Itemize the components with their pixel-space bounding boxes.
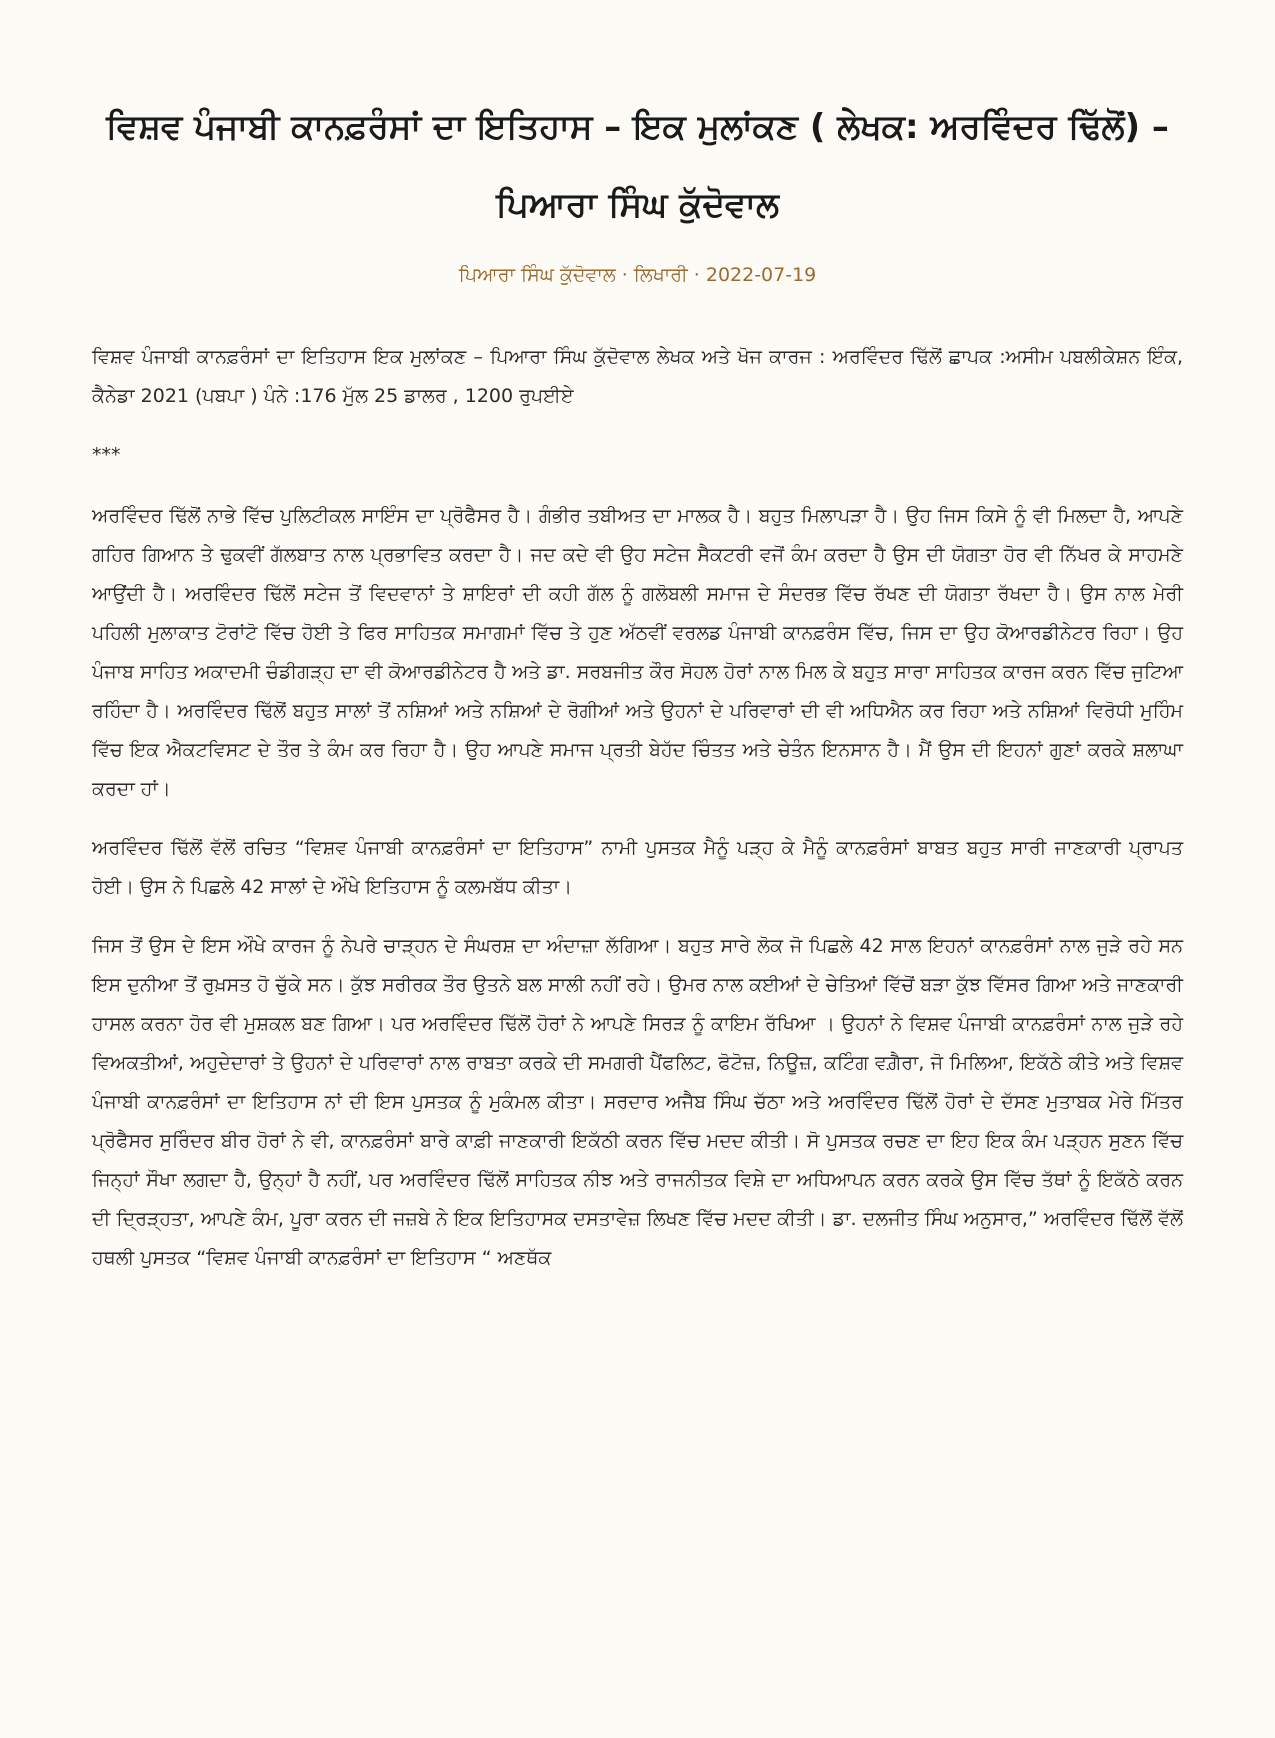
article-title: ਵਿਸ਼ਵ ਪੰਜਾਬੀ ਕਾਨਫ਼ਰੰਸਾਂ ਦਾ ਇਤਿਹਾਸ – ਇਕ ਮੁਲਾਂਕਣ ( ਲੇਖਕ: ਅਰਵਿੰਦਰ ਢਿੱਲੋਂ) – ਪਿਆਰਾ ਸਿੰਘ ਕੁੱਦੋਵਾਲ (106, 107, 1169, 225)
body-paragraph-3: ਜਿਸ ਤੋਂ ਉਸ ਦੇ ਇਸ ਔਖੇ ਕਾਰਜ ਨੂੰ ਨੇਪਰੇ ਚਾੜ੍ਹਨ ਦੇ ਸੰਘਰਸ਼ ਦਾ ਅੰਦਾਜ਼ਾ ਲੱਗਿਆ। ਬਹੁਤ ਸਾਰੇ ਲੋਕ ਜੋ ਪਿਛਲੇ 42 ਸਾਲ ਇਹਨਾਂ ਕਾਨਫ਼ਰੰਸਾਂ ਨਾਲ ਜੁੜੇ ਰਹੇ ਸਨ ਇਸ ਦੁਨੀਆ ਤੋਂ ਰੁਖ਼ਸਤ ਹੋ ਚੁੱਕੇ ਸਨ। ਕੁੱਝ ਸਰੀਰਕ ਤੌਰ ਉਤਨੇ ਬਲ ਸਾਲੀ ਨਹੀਂ ਰਹੇ। ਉਮਰ ਨਾਲ ਕਈਆਂ ਦੇ ਚੇਤਿਆਂ ਵਿੱਚੋਂ ਬੜਾ ਕੁੱਝ ਵਿੱਸਰ ਗਿਆ ਅਤੇ ਜਾਣਕਾਰੀ ਹਾਸਲ ਕਰਨਾ ਹੋਰ ਵੀ ਮੁਸ਼ਕਲ ਬਣ ਗਿਆ। ਪਰ ਅਰਵਿੰਦਰ ਢਿੱਲੋਂ ਹੋਰਾਂ ਨੇ ਆਪਣੇ ਸਿਰੜ ਨੂੰ ਕਾਇਮ ਰੱਖਿਆ । ਉਹਨਾਂ ਨੇ ਵਿਸ਼ਵ ਪੰਜਾਬੀ ਕਾਨਫ਼ਰੰਸਾਂ ਨਾਲ ਜੁੜੇ ਰਹੇ ਵਿਅਕਤੀਆਂ, ਅਹੁਦੇਦਾਰਾਂ ਤੇ ਉਹਨਾਂ ਦੇ ਪਰਿਵਾਰਾਂ ਨਾਲ ਰਾਬਤਾ ਕਰਕੇ ਦੀ ਸਮਗਰੀ ਪੈਂਫਲਿਟ, ਫੋਟੋਜ਼, ਨਿਊਜ਼, ਕਟਿੰਗ ਵਗ਼ੈਰਾ, ਜੋ ਮਿਲਿਆ, ਇਕੱਠੇ ਕੀਤੇ ਅਤੇ ਵਿਸ਼ਵ ਪੰਜਾਬੀ ਕਾਨਫ਼ਰੰਸਾਂ ਦਾ ਇਤਿਹਾਸ ਨਾਂ ਦੀ ਇਸ ਪੁਸਤਕ ਨੂੰ ਮੁਕੰਮਲ ਕੀਤਾ। ਸਰਦਾਰ ਅਜੈਬ ਸਿੰਘ ਚੱਠਾ ਅਤੇ ਅਰਵਿੰਦਰ ਢਿੱਲੋਂ ਹੋਰਾਂ ਦੇ ਦੱਸਣ ਮੁਤਾਬਕ ਮੇਰੇ ਮਿੱਤਰ ਪ੍ਰੋਫੈਸਰ ਸੁਰਿੰਦਰ ਬੀਰ ਹੋਰਾਂ ਨੇ ਵੀ, ਕਾਨਫ਼ਰੰਸਾਂ ਬਾਰੇ ਕਾਫ਼ੀ ਜਾਣਕਾਰੀ ਇਕੱਠੀ ਕਰਨ ਵਿੱਚ ਮਦਦ ਕੀਤੀ। ਸੋ ਪੁਸਤਕ ਰਚਣ ਦਾ ਇਹ ਇਕ ਕੰਮ ਪੜ੍ਹਨ ਸੁਣਨ ਵਿੱਚ ਜਿਨ੍ਹਾਂ ਸੌਖਾ ਲਗਦਾ ਹੈ, ਉਨ੍ਹਾਂ ਹੈ ਨਹੀਂ, ਪਰ ਅਰਵਿੰਦਰ ਢਿੱਲੋਂ ਸਾਹਿਤਕ ਨੀਝ ਅਤੇ ਰਾਜਨੀਤਕ ਵਿਸ਼ੇ ਦਾ ਅਧਿਆਪਨ ਕਰਨ ਕਰਕੇ ਉਸ ਵਿੱਚ ਤੱਥਾਂ ਨੂੰ ਇਕੱਠੇ ਕਰਨ ਦੀ ਦ੍ਰਿੜ੍ਹਤਾ, ਆਪਣੇ ਕੰਮ, ਪੂਰਾ ਕਰਨ ਦੀ ਜਜ਼ਬੇ ਨੇ ਇਕ ਇਤਿਹਾਸਕ ਦਸਤਾਵੇਜ਼ ਲਿਖਣ ਵਿੱਚ ਮਦਦ ਕੀਤੀ। ਡਾ. ਦਲਜੀਤ ਸਿੰਘ ਅਨੁਸਾਰ,” ਅਰਵਿੰਦਰ ਢਿੱਲੋਂ ਵੱਲੋਂ ਹਥਲੀ ਪੁਸਤਕ “ਵਿਸ਼ਵ ਪੰਜਾਬੀ ਕਾਨਫ਼ਰੰਸਾਂ ਦਾ ਇਤਿਹਾਸ “ ਅਣਥੱਕ (92, 935, 1183, 1269)
article-body (92, 338, 1183, 1278)
section-separator: *** (92, 444, 121, 466)
book-info-paragraph: ਵਿਸ਼ਵ ਪੰਜਾਬੀ ਕਾਨਫ਼ਰੰਸਾਂ ਦਾ ਇਤਿਹਾਸ ਇਕ ਮੁਲਾਂਕਣ – ਪਿਆਰਾ ਸਿੰਘ ਕੁੱਦੋਵਾਲ ਲੇਖਕ ਅਤੇ ਖੋਜ ਕਾਰਜ : ਅਰਵਿੰਦਰ ਢਿੱਲੋਂ ਛਾਪਕ :ਅਸੀਮ ਪਬਲੀਕੇਸ਼ਨ ਇੰਕ, ਕੈਨੇਡਾ 2021 (ਪਬਪਾ ) ਪੰਨੇ :176 ਮੁੱਲ 25 ਡਾਲਰ , 1200 ਰੁਪਈਏ (92, 346, 1183, 407)
article-meta: ਪਿਆਰਾ ਸਿੰਘ ਕੁੱਦੋਵਾਲ · ਲਿਖਾਰੀ · 2022-07-19 (458, 264, 817, 286)
body-paragraph-1: ਅਰਵਿੰਦਰ ਢਿੱਲੋਂ ਨਾਭੇ ਵਿੱਚ ਪੁਲਿਟੀਕਲ ਸਾਇੰਸ ਦਾ ਪ੍ਰੋਫੈਸਰ ਹੈ। ਗੰਭੀਰ ਤਬੀਅਤ ਦਾ ਮਾਲਕ ਹੈ। ਬਹੁਤ ਮਿਲਾਪੜਾ ਹੈ। ਉਹ ਜਿਸ ਕਿਸੇ ਨੂੰ ਵੀ ਮਿਲਦਾ ਹੈ, ਆਪਣੇ ਗਹਿਰ ਗਿਆਨ ਤੇ ਢੁਕਵੀਂ ਗੱਲਬਾਤ ਨਾਲ ਪ੍ਰਭਾਵਿਤ ਕਰਦਾ ਹੈ। ਜਦ ਕਦੇ ਵੀ ਉਹ ਸਟੇਜ ਸੈਕਟਰੀ ਵਜੋਂ ਕੰਮ ਕਰਦਾ ਹੈ ਉਸ ਦੀ ਯੋਗਤਾ ਹੋਰ ਵੀ ਨਿੱਖਰ ਕੇ ਸਾਹਮਣੇ ਆਉਂਦੀ ਹੈ। ਅਰਵਿੰਦਰ ਢਿੱਲੋਂ ਸਟੇਜ ਤੋਂ ਵਿਦਵਾਨਾਂ ਤੇ ਸ਼ਾਇਰਾਂ ਦੀ ਕਹੀ ਗੱਲ ਨੂੰ ਗਲੋਬਲੀ ਸਮਾਜ ਦੇ ਸੰਦਰਭ ਵਿੱਚ ਰੱਖਣ ਦੀ ਯੋਗਤਾ ਰੱਖਦਾ ਹੈ। ਉਸ ਨਾਲ ਮੇਰੀ ਪਹਿਲੀ ਮੁਲਾਕਾਤ ਟੋਰਾਂਟੋ ਵਿੱਚ ਹੋਈ ਤੇ ਫਿਰ ਸਾਹਿਤਕ ਸਮਾਗਮਾਂ ਵਿੱਚ ਤੇ ਹੁਣ ਅੱਠਵੀਂ ਵਰਲਡ ਪੰਜਾਬੀ ਕਾਨਫ਼ਰੰਸ ਵਿੱਚ, ਜਿਸ ਦਾ ਉਹ ਕੋਆਰਡੀਨੇਟਰ ਰਿਹਾ। ਉਹ ਪੰਜਾਬ ਸਾਹਿਤ ਅਕਾਦਮੀ ਚੰਡੀਗੜ੍ਹ ਦਾ ਵੀ ਕੋਆਰਡੀਨੇਟਰ ਹੈ ਅਤੇ ਡਾ. ਸਰਬਜੀਤ ਕੌਰ ਸੋਹਲ ਹੋਰਾਂ ਨਾਲ ਮਿਲ ਕੇ ਬਹੁਤ ਸਾਰਾ ਸਾਹਿਤਕ ਕਾਰਜ ਕਰਨ ਵਿੱਚ ਜੁਟਿਆ ਰਹਿੰਦਾ ਹੈ। ਅਰਵਿੰਦਰ ਢਿੱਲੋਂ ਬਹੁਤ ਸਾਲਾਂ ਤੋਂ ਨਸ਼ਿਆਂ ਅਤੇ ਨਸ਼ਿਆਂ ਦੇ ਰੋਗੀਆਂ ਅਤੇ ਉਹਨਾਂ ਦੇ ਪਰਿਵਾਰਾਂ ਦੀ ਵੀ ਅਧਿਐਨ ਕਰ ਰਿਹਾ ਅਤੇ ਨਸ਼ਿਆਂ ਵਿਰੋਧੀ ਮੁਹਿੰਮ ਵਿੱਚ ਇਕ ਐਕਟਵਿਸਟ ਦੇ ਤੌਰ ਤੇ ਕੰਮ ਕਰ ਰਿਹਾ ਹੈ। ਉਹ ਆਪਣੇ ਸਮਾਜ ਪ੍ਰਤੀ ਬੇਹੱਦ ਚਿੰਤਤ ਅਤੇ ਚੇਤੰਨ ਇਨਸਾਨ ਹੈ। ਮੈਂ ਉਸ ਦੀ ਇਹਨਾਂ ਗੁਣਾਂ ਕਰਕੇ ਸ਼ਲਾਘਾ ਕਰਦਾ ਹਾਂ। (92, 505, 1183, 800)
body-paragraph-2: ਅਰਵਿੰਦਰ ਢਿੱਲੋਂ ਵੱਲੋਂ ਰਚਿਤ “ਵਿਸ਼ਵ ਪੰਜਾਬੀ ਕਾਨਫ਼ਰੰਸਾਂ ਦਾ ਇਤਿਹਾਸ” ਨਾਮੀ ਪੁਸਤਕ ਮੈਨੂੰ ਪੜ੍ਹ ਕੇ ਮੈਨੂੰ ਕਾਨਫ਼ਰੰਸਾਂ ਬਾਬਤ ਬਹੁਤ ਸਾਰੀ ਜਾਣਕਾਰੀ ਪ੍ਰਾਪਤ ਹੋਈ। ਉਸ ਨੇ ਪਿਛਲੇ 42 ਸਾਲਾਂ ਦੇ ਔਖੇ ਇਤਿਹਾਸ ਨੂੰ ਕਲਮਬੱਧ ਕੀਤਾ। (92, 837, 1183, 898)
article-page (0, 88, 1275, 1278)
